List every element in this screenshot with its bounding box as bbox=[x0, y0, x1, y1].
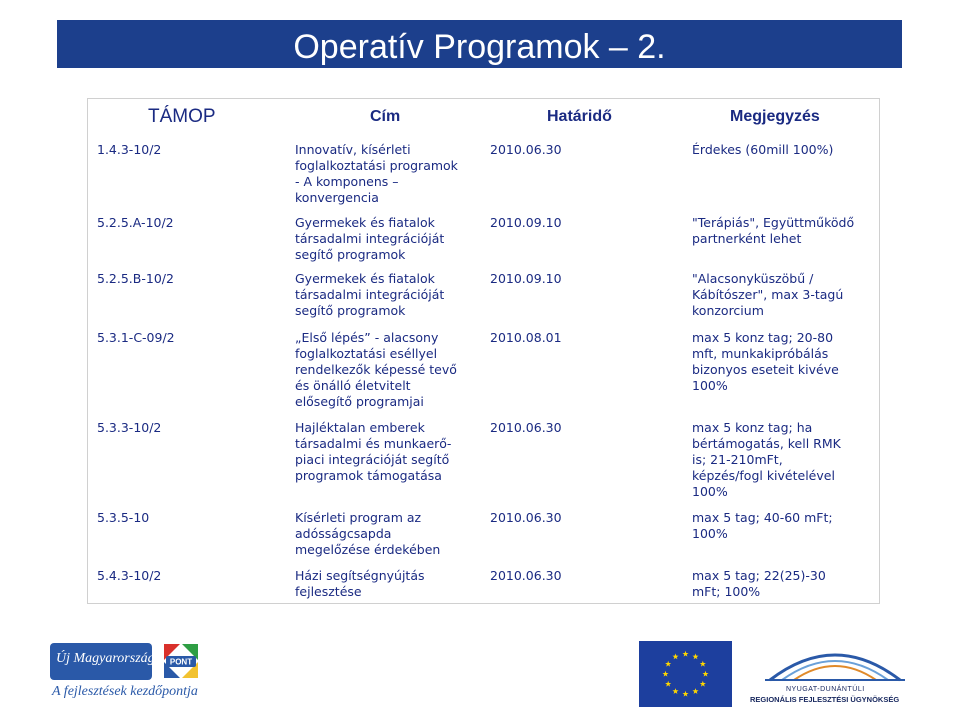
row-title bbox=[295, 568, 481, 600]
row-deadline: 2010.06.30 bbox=[490, 510, 562, 525]
row-deadline: 2010.09.10 bbox=[490, 215, 562, 230]
row-title-line: piaci integrációját segítő bbox=[295, 452, 450, 467]
header-cim: Cím bbox=[370, 108, 401, 125]
row-deadline: 2010.06.30 bbox=[490, 420, 562, 435]
row-note bbox=[692, 420, 872, 500]
row-title-line: programok támogatása bbox=[295, 468, 442, 483]
row-title bbox=[295, 510, 481, 558]
row-note-line: 100% bbox=[692, 526, 728, 541]
row-title-line: és önálló életvitelt bbox=[295, 378, 411, 393]
row-title-line: Házi segítségnyújtás bbox=[295, 568, 425, 583]
row-title-line: foglalkoztatási programok bbox=[295, 158, 458, 173]
row-note-line: bizonyos eseteit kivéve bbox=[692, 362, 839, 377]
row-deadline: 2010.06.30 bbox=[490, 142, 562, 157]
row-note bbox=[692, 568, 872, 600]
row-code: 5.3.5-10 bbox=[97, 510, 150, 525]
row-note bbox=[692, 510, 872, 542]
row-note-line: "Alacsonyküszöbű / bbox=[692, 271, 814, 286]
row-title-line: foglalkoztatási eséllyel bbox=[295, 346, 438, 361]
row-note-line: Érdekes (60mill 100%) bbox=[692, 142, 834, 157]
row-title bbox=[295, 142, 481, 206]
header-hatarido: Határidő bbox=[547, 108, 612, 125]
row-title-line: segítő programok bbox=[295, 303, 406, 318]
row-title-line: társadalmi integrációját bbox=[295, 287, 445, 302]
row-title-line: konvergencia bbox=[295, 190, 379, 205]
row-note bbox=[692, 215, 872, 247]
row-note-line: mft, munkakipróbálás bbox=[692, 346, 829, 361]
row-title-line: Hajléktalan emberek bbox=[295, 420, 425, 435]
row-code: 5.2.5.A-10/2 bbox=[97, 215, 174, 230]
row-title-line: Gyermekek és fiatalok bbox=[295, 271, 435, 286]
page-title: Operatív Programok – 2. bbox=[57, 20, 902, 68]
nyd-line1: NYUGAT-DUNÁNTÚLI bbox=[786, 686, 865, 693]
row-title-line: adósságcsapda bbox=[295, 526, 392, 541]
pont-logo bbox=[160, 640, 202, 682]
row-title bbox=[295, 215, 481, 263]
row-code: 5.3.1-C-09/2 bbox=[97, 330, 175, 345]
row-title-line: elősegítő programjai bbox=[295, 394, 424, 409]
bridge-arch-icon bbox=[760, 640, 910, 684]
row-note-line: is; 21-210mFt, bbox=[692, 452, 783, 467]
row-code: 5.2.5.B-10/2 bbox=[97, 271, 174, 286]
nyd-line2: REGIONÁLIS FEJLESZTÉSI ÜGYNÖKSÉG bbox=[750, 695, 900, 704]
row-title-line: - A komponens – bbox=[295, 174, 399, 189]
row-note bbox=[692, 330, 872, 394]
row-title-line: „Első lépés” - alacsony bbox=[295, 330, 439, 345]
row-title-line: Gyermekek és fiatalok bbox=[295, 215, 435, 230]
row-deadline: 2010.08.01 bbox=[490, 330, 562, 345]
row-deadline: 2010.09.10 bbox=[490, 271, 562, 286]
row-note-line: "Terápiás", Együttműködő bbox=[692, 215, 855, 230]
row-note-line: max 5 tag; 22(25)-30 bbox=[692, 568, 826, 583]
row-title-line: rendelkezők képessé tevő bbox=[295, 362, 457, 377]
row-code: 5.4.3-10/2 bbox=[97, 568, 162, 583]
pont-logo-text: PONT bbox=[169, 657, 193, 667]
row-note-line: max 5 tag; 40-60 mFt; bbox=[692, 510, 833, 525]
row-title-line: Kísérleti program az bbox=[295, 510, 422, 525]
row-title-line: társadalmi integrációját bbox=[295, 231, 445, 246]
uj-magyarorszag-logo bbox=[50, 643, 155, 680]
row-note-line: 100% bbox=[692, 378, 728, 393]
row-note-line: max 5 konz tag; 20-80 bbox=[692, 330, 834, 345]
row-title bbox=[295, 330, 481, 410]
row-title-line: segítő programok bbox=[295, 247, 406, 262]
row-note bbox=[692, 271, 872, 319]
row-title-line: társadalmi és munkaerő- bbox=[295, 436, 452, 451]
row-note-line: Kábítószer", max 3-tagú bbox=[692, 287, 844, 302]
row-note-line: mFt; 100% bbox=[692, 584, 761, 599]
tagline: A fejlesztések kezdőpontja bbox=[52, 684, 198, 699]
row-code: 1.4.3-10/2 bbox=[97, 142, 162, 157]
row-title-line: megelőzése érdekében bbox=[295, 542, 441, 557]
uj-magyarorszag-logo-text: Új Magyarország bbox=[56, 651, 155, 666]
eu-flag-icon bbox=[639, 641, 732, 707]
row-note-line: 100% bbox=[692, 484, 728, 499]
row-note-line: képzés/fogl kivételével bbox=[692, 468, 835, 483]
row-note-line: max 5 konz tag; ha bbox=[692, 420, 813, 435]
row-title-line: fejlesztése bbox=[295, 584, 362, 599]
row-note bbox=[692, 142, 872, 158]
row-title-line: Innovatív, kísérleti bbox=[295, 142, 411, 157]
row-title bbox=[295, 420, 481, 484]
header-megjegyzes: Megjegyzés bbox=[730, 108, 820, 125]
row-title bbox=[295, 271, 481, 319]
row-deadline: 2010.06.30 bbox=[490, 568, 562, 583]
row-code: 5.3.3-10/2 bbox=[97, 420, 162, 435]
nyd-rfu-logo bbox=[750, 640, 915, 706]
header-tamop: TÁMOP bbox=[148, 106, 216, 127]
row-note-line: konzorcium bbox=[692, 303, 764, 318]
row-note-line: partnerként lehet bbox=[692, 231, 802, 246]
row-note-line: bértámogatás, kell RMK bbox=[692, 436, 841, 451]
